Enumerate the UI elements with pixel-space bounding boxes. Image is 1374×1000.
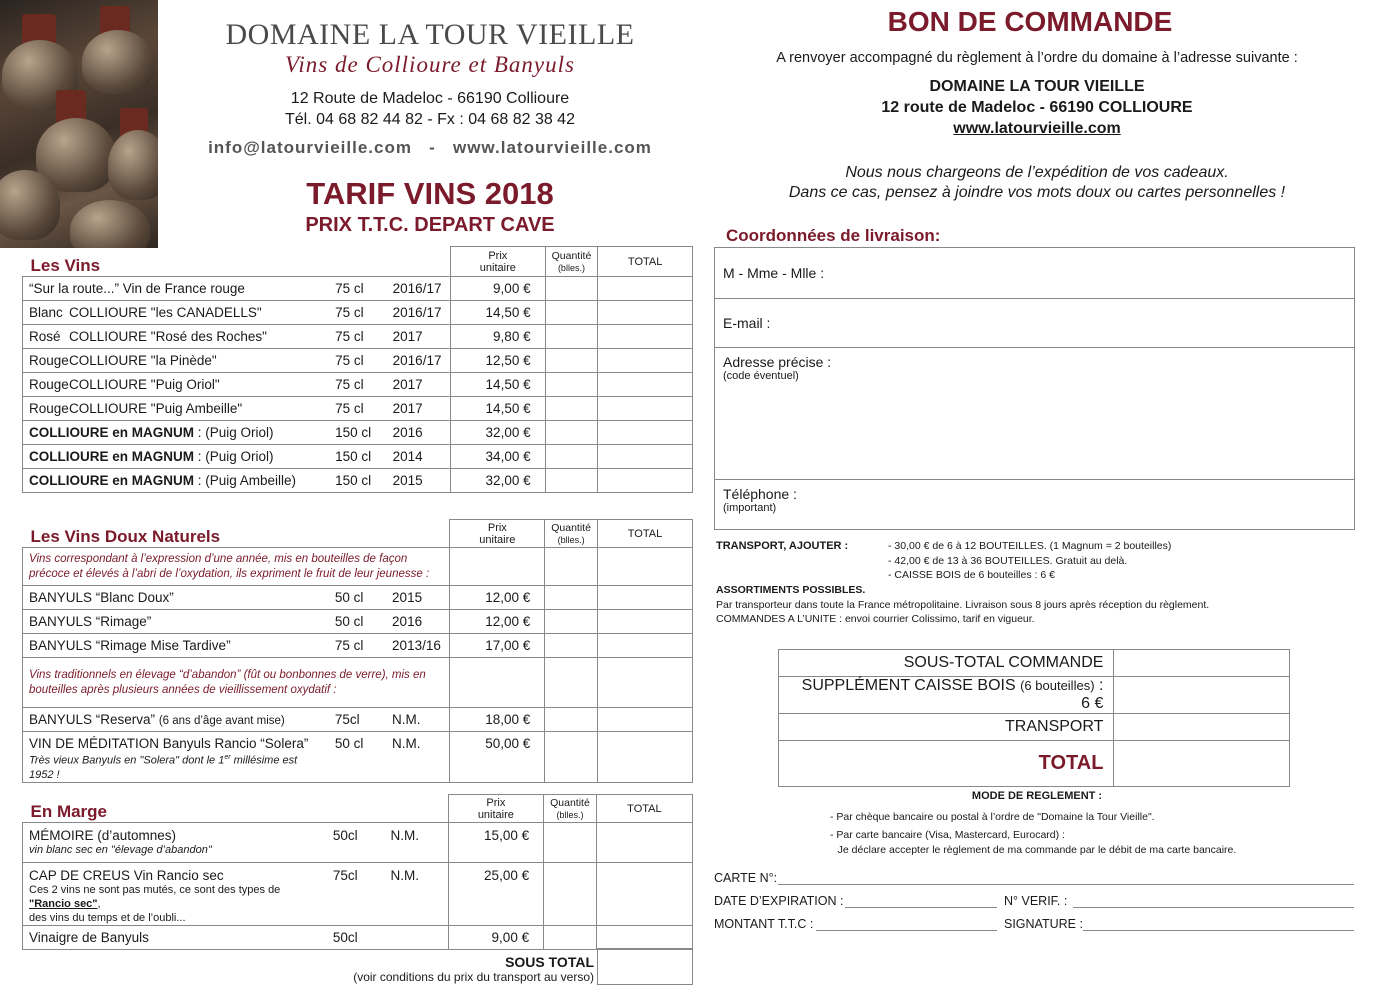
total-cell[interactable] [597, 586, 692, 610]
table-row [23, 823, 693, 863]
address-field[interactable] [715, 348, 1355, 480]
total-cell[interactable] [597, 658, 692, 708]
prix-header: Prix unitaire [451, 247, 546, 277]
order-website-link[interactable]: www.latourvieille.com [953, 120, 1121, 137]
contact-separator: - [429, 138, 436, 157]
wine-price: 9,00 € [451, 277, 546, 301]
gift-line-1: Nous nous chargeons de l’expédition de vos cadeaux. [845, 164, 1229, 181]
wine-name: Vinaigre de Banyuls [23, 926, 327, 950]
quantity-cell[interactable] [545, 658, 598, 708]
wine-price: 17,00 € [450, 634, 545, 658]
card-number-input[interactable] [778, 884, 1354, 885]
quantite-header: Quantité (blles.) [545, 247, 598, 277]
signature-input[interactable] [1083, 930, 1354, 931]
wine-volume: 75 cl [329, 373, 387, 397]
wine-year: 2016/17 [387, 277, 451, 301]
wine-name: RougeCOLLIOURE "Puig Ambeille" [23, 397, 330, 421]
table-row [23, 397, 693, 421]
wine-price: 9,00 € [448, 926, 543, 950]
order-intro: A renvoyer accompagné du règlement à l’ordre du domaine à l’adresse suivante : [776, 50, 1298, 66]
wine-year: 2017 [387, 325, 451, 349]
wine-volume: 50cl [327, 926, 385, 950]
wine-volume: 50cl [327, 823, 385, 863]
wine-name: “Sur la route...” Vin de France rouge [23, 277, 330, 301]
wine-subnote: Très vieux Banyuls en "Solera" dont le 1er millésime est 1952 ! [29, 754, 298, 781]
transport-label: TRANSPORT, AJOUTER : [716, 540, 849, 552]
vdn-note-2: Vins traditionnels en élevage “d’abandon” (fût ou bonbonnes de verre), mis en bouteilles après plusieurs années de vieillissement oxydatif : [23, 658, 450, 708]
wine-volume: 50 cl [329, 610, 386, 634]
total-header: TOTAL [597, 520, 692, 548]
table-row [23, 708, 693, 732]
wine-name: BANYULS “Blanc Doux” [23, 586, 329, 610]
quantite-header: Quantité (blles.) [544, 795, 597, 823]
quantite-header: Quantité (blles.) [545, 520, 598, 548]
wine-name: RougeCOLLIOURE "Puig Oriol" [23, 373, 330, 397]
quantity-cell[interactable] [544, 926, 597, 950]
order-form-title: BON DE COMMANDE [887, 6, 1173, 37]
phone-label: Téléphone : [723, 486, 797, 502]
assortiments-block: ASSORTIMENTS POSSIBLES. Par transporteur dans toute la France métropolitaine. Livraison sous 8 jours après réception du règlement. COMMANDES A L’UNITE : envoi courrier Colissimo, tarif en vigueur. [716, 584, 1210, 625]
quantity-cell[interactable] [545, 586, 598, 610]
total-cell[interactable] [598, 397, 693, 421]
verif-input[interactable] [1073, 907, 1354, 908]
wine-subnote: Ces 2 vins ne sont pas mutés, ce sont des types de "Rancio sec", des vins du temps et de l’oubli... [29, 884, 281, 924]
vdn-table [22, 519, 693, 783]
wine-volume: 50 cl [329, 586, 386, 610]
table-row [23, 634, 693, 658]
quantity-cell[interactable] [545, 421, 598, 445]
total-cell[interactable] [598, 469, 693, 493]
wine-name: BANYULS “Rimage Mise Tardive” [23, 634, 329, 658]
address-label: Adresse précise : [723, 354, 832, 370]
tarif-subtitle: PRIX T.T.C. DEPART CAVE [305, 214, 555, 236]
wine-year: 2015 [386, 586, 450, 610]
quantity-cell[interactable] [545, 708, 598, 732]
wine-volume: 75 cl [329, 325, 387, 349]
grand-total-value[interactable] [1114, 741, 1290, 787]
total-cell[interactable] [596, 926, 692, 950]
wine-year: 2016/17 [387, 349, 451, 373]
quantity-cell[interactable] [545, 469, 598, 493]
total-header: TOTAL [598, 247, 693, 277]
transport-summary-label: TRANSPORT [779, 714, 1114, 741]
total-cell[interactable] [598, 301, 693, 325]
total-cell[interactable] [598, 277, 693, 301]
email-label: E-mail : [723, 315, 771, 331]
wine-volume: 150 cl [329, 445, 387, 469]
wine-price: 18,00 € [450, 708, 545, 732]
order-domain-name: DOMAINE LA TOUR VIEILLE [929, 78, 1145, 95]
quantity-cell[interactable] [545, 325, 598, 349]
marge-table [22, 794, 693, 950]
wine-volume: 75 cl [329, 277, 387, 301]
wine-price: 50,00 € [450, 732, 545, 783]
wine-name: COLLIOURE en MAGNUM : (Puig Oriol) [23, 445, 330, 469]
payment-agreement: Je déclare accepter le règlement de ma commande par le débit de ma carte bancaire. [837, 844, 1237, 856]
order-domain-address: 12 route de Madeloc - 66190 COLLIOURE [881, 99, 1193, 116]
wine-price: 12,50 € [451, 349, 546, 373]
wine-price: 32,00 € [451, 469, 546, 493]
quantity-cell[interactable] [545, 610, 598, 634]
table-row [23, 610, 693, 634]
transport-summary-value[interactable] [1114, 714, 1290, 741]
wine-volume: 75 cl [329, 634, 386, 658]
total-cell[interactable] [597, 610, 692, 634]
wine-extra: (6 ans d’âge avant mise) [158, 715, 285, 727]
wine-year: 2017 [387, 373, 451, 397]
caisse-bois-label: SUPPLÉMENT CAISSE BOIS (6 bouteilles) : 6 € [779, 677, 1114, 714]
gift-line-2: Dans ce cas, pensez à joindre vos mots doux ou cartes personnelles ! [788, 184, 1286, 201]
wine-price: 9,80 € [451, 325, 546, 349]
contact-line [160, 138, 700, 158]
table-row [23, 469, 693, 493]
total-cell[interactable] [598, 445, 693, 469]
wine-name: Blanc COLLIOURE "les CANADELLS" [23, 301, 330, 325]
address-hint: (code éventuel) [723, 370, 799, 382]
sous-total-label: SOUS TOTAL [505, 954, 594, 970]
quantity-cell[interactable] [545, 277, 598, 301]
wine-year: N.M. [385, 823, 449, 863]
payment-title: MODE DE REGLEMENT : [971, 790, 1103, 802]
wine-year: N.M. [386, 708, 450, 732]
marge-section-title: En Marge [30, 802, 108, 821]
tarif-title: TARIF VINS 2018 [306, 176, 554, 211]
total-cell[interactable] [597, 732, 692, 783]
domain-subtitle: Vins de Collioure et Banyuls [285, 52, 575, 77]
quantity-cell[interactable] [545, 397, 598, 421]
table-row [23, 863, 693, 926]
phone-hint: (important) [723, 502, 777, 514]
wine-year: 2016 [387, 421, 451, 445]
wine-year: 2015 [387, 469, 451, 493]
wine-name: COLLIOURE en MAGNUM : (Puig Ambeille) [23, 469, 330, 493]
wine-year: N.M. [385, 863, 449, 926]
wine-volume: 150 cl [329, 421, 387, 445]
wine-volume: 75cl [329, 708, 386, 732]
quantity-cell[interactable] [545, 548, 598, 586]
total-cell[interactable] [597, 708, 692, 732]
prix-header: Prix unitaire [450, 520, 545, 548]
wine-name: Rosé COLLIOURE "Rosé des Roches" [23, 325, 330, 349]
domain-address: 12 Route de Madeloc - 66190 Collioure [290, 90, 570, 107]
wine-year: 2017 [387, 397, 451, 421]
vdn-section-title: Les Vins Doux Naturels [30, 527, 221, 546]
total-header: TOTAL [596, 795, 692, 823]
quantity-cell[interactable] [545, 349, 598, 373]
wine-price: 34,00 € [451, 445, 546, 469]
cellar-photo [0, 0, 158, 248]
sous-total-box[interactable] [597, 948, 693, 985]
wine-year: 2016/17 [387, 301, 451, 325]
wine-price: 12,00 € [450, 610, 545, 634]
wine-name: RougeCOLLIOURE "la Pinède" [23, 349, 330, 373]
expiry-label: DATE D’EXPIRATION : [714, 894, 844, 908]
wine-volume: 150 cl [329, 469, 387, 493]
wine-price: 15,00 € [448, 823, 543, 863]
domain-phone: Tél. 04 68 82 44 82 - Fx : 04 68 82 38 42 [285, 111, 575, 128]
vins-section-title: Les Vins [30, 256, 101, 275]
prix-header: Prix unitaire [448, 795, 543, 823]
sous-total-label-block [300, 954, 594, 984]
vins-table [22, 246, 693, 493]
expiry-input[interactable] [845, 907, 997, 908]
wine-volume: 75 cl [329, 301, 387, 325]
delivery-form [714, 247, 1355, 530]
sous-total-commande-value[interactable] [1114, 650, 1290, 677]
wine-name: VIN DE MÉDITATION Banyuls Rancio “Solera” [29, 736, 309, 751]
delivery-title: Coordonnées de livraison: [726, 226, 941, 245]
total-cell[interactable] [598, 325, 693, 349]
domain-title: DOMAINE LA TOUR VIEILLE [225, 18, 635, 51]
table-row [23, 586, 693, 610]
wine-name: MÉMOIRE (d’automnes) [29, 828, 177, 843]
table-row [23, 445, 693, 469]
quantity-cell[interactable] [544, 863, 597, 926]
table-row [23, 926, 693, 950]
civility-label: M - Mme - Mlle : [723, 265, 825, 281]
table-row [23, 301, 693, 325]
quantity-cell[interactable] [545, 634, 598, 658]
wine-price: 14,50 € [451, 373, 546, 397]
wine-volume: 75 cl [329, 397, 387, 421]
total-cell[interactable] [597, 634, 692, 658]
website-link[interactable]: www.latourvieille.com [452, 138, 652, 157]
email-link[interactable]: info@latourvieille.com [208, 138, 412, 157]
card-number-label: CARTE N°: [714, 871, 778, 885]
caisse-bois-value[interactable] [1114, 677, 1290, 714]
total-cell[interactable] [597, 548, 692, 586]
quantity-cell[interactable] [545, 445, 598, 469]
domain-address-block [160, 88, 700, 130]
wine-volume: 75cl [327, 863, 385, 926]
wine-subnote: vin blanc sec en "élevage d’abandon" [29, 844, 212, 856]
sous-total-commande-label: SOUS-TOTAL COMMANDE [779, 650, 1114, 677]
wine-year: 2014 [387, 445, 451, 469]
wine-volume: 75 cl [329, 349, 387, 373]
table-row [23, 349, 693, 373]
wine-year: N.M. [386, 732, 450, 783]
quantity-cell[interactable] [545, 732, 598, 783]
total-cell[interactable] [598, 349, 693, 373]
wine-name: CAP DE CREUS Vin Rancio sec [29, 868, 224, 883]
wine-year: 2016 [386, 610, 450, 634]
total-cell[interactable] [598, 421, 693, 445]
total-cell[interactable] [596, 823, 692, 863]
wine-price: 32,00 € [451, 421, 546, 445]
table-row [23, 373, 693, 397]
wine-name: BANYULS “Rimage” [23, 610, 329, 634]
amount-label: MONTANT T.T.C : [714, 917, 814, 931]
transport-rates: - 30,00 € de 6 à 12 BOUTEILLES. (1 Magnum = 2 bouteilles) - 42,00 € de 13 à 36 BOUTEILLES. Gratuit au delà. - CAISSE BOIS de 6 bouteilles : 6 € [888, 540, 1172, 581]
signature-label: SIGNATURE : [1004, 917, 1083, 931]
wine-name: BANYULS “Reserva” [29, 712, 156, 727]
table-row [23, 732, 693, 783]
vdn-note-1: Vins correspondant à l’expression d’une année, mis en bouteilles de façon précoce et élevés à l’abri de l’oxydation, ils expriment le fruit de leur jeunesse : [23, 548, 450, 586]
wine-price: 14,50 € [451, 397, 546, 421]
sous-total-note: (voir conditions du prix du transport au verso) [353, 970, 594, 984]
grand-total-label: TOTAL [779, 741, 1114, 787]
verif-label: N° VERIF. : [1004, 894, 1068, 908]
quantity-cell[interactable] [545, 373, 598, 397]
amount-input[interactable] [816, 930, 997, 931]
quantity-cell[interactable] [545, 301, 598, 325]
email-field[interactable] [715, 299, 1355, 348]
wine-name: COLLIOURE en MAGNUM : (Puig Oriol) [23, 421, 330, 445]
table-row [23, 421, 693, 445]
phone-field[interactable] [715, 480, 1355, 530]
table-row [23, 277, 693, 301]
payment-methods: - Par chèque bancaire ou postal à l’ordre de "Domaine la Tour Vieille". - Par carte bancaire (Visa, Mastercard, Eurocard) : [830, 811, 1155, 841]
wine-volume: 50 cl [329, 732, 386, 783]
total-cell[interactable] [598, 373, 693, 397]
quantity-cell[interactable] [544, 823, 597, 863]
wine-year: 2013/16 [386, 634, 450, 658]
order-summary-table [778, 649, 1290, 787]
civility-field[interactable] [715, 248, 1355, 299]
total-cell[interactable] [596, 863, 692, 926]
table-row [23, 325, 693, 349]
wine-price: 14,50 € [451, 301, 546, 325]
wine-price: 25,00 € [448, 863, 543, 926]
wine-price: 12,00 € [450, 586, 545, 610]
